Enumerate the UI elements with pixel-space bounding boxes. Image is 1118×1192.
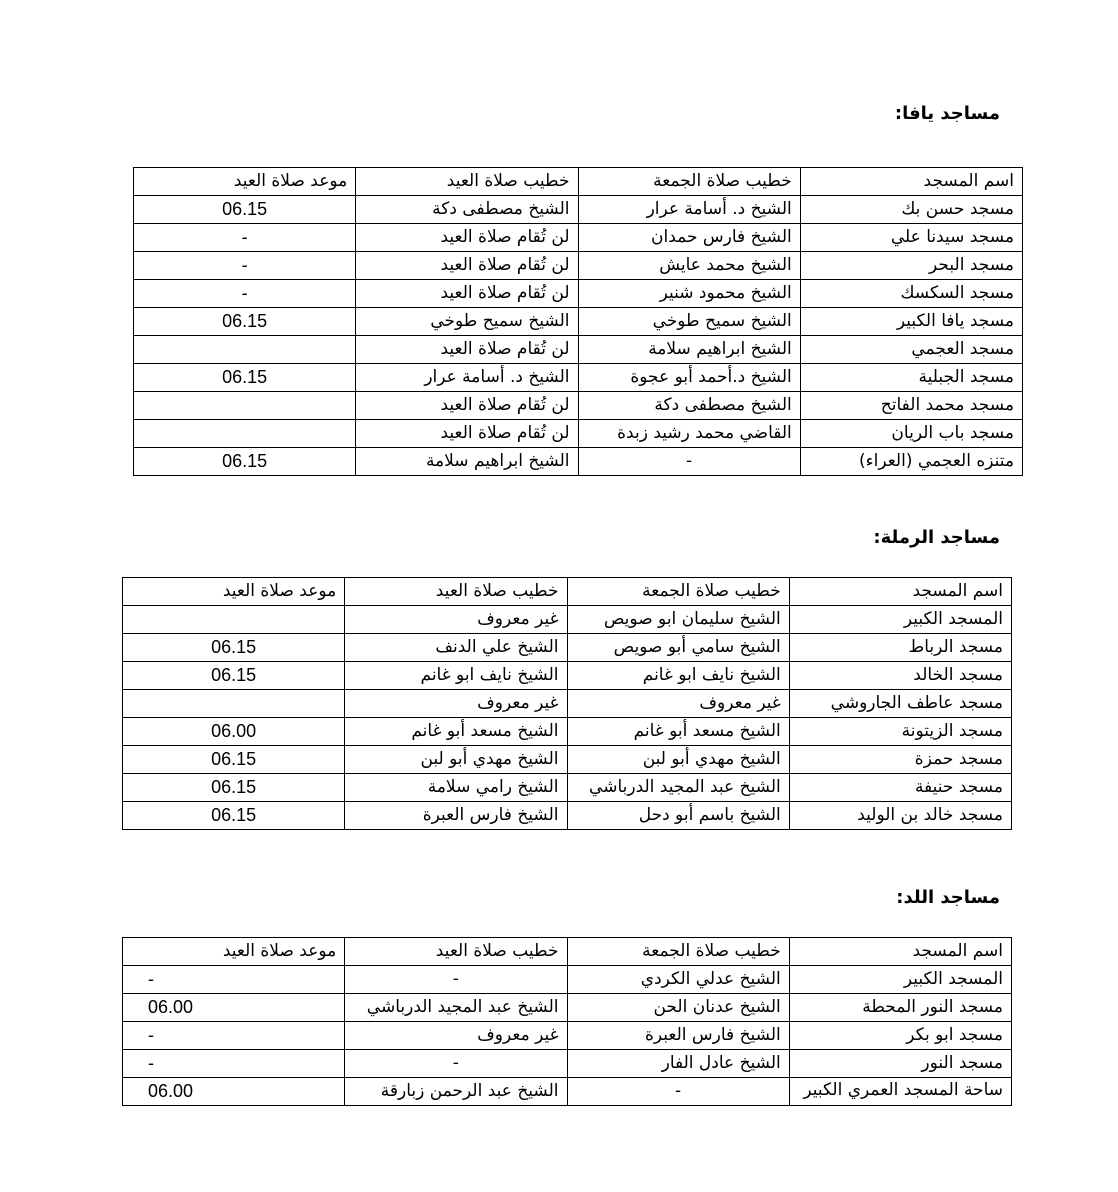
table-row — [134, 280, 1023, 308]
table-row — [123, 746, 1012, 774]
header-eid-preacher: خطيب صلاة العيد — [345, 578, 567, 606]
friday-preacher: الشيخ ابراهيم سلامة — [578, 336, 800, 364]
table-row — [123, 774, 1012, 802]
friday-preacher: الشيخ نايف ابو غانم — [567, 662, 789, 690]
mosque-name: ساحة المسجد العمري الكبير — [789, 1078, 1011, 1106]
mosque-name: مسجد النور — [789, 1050, 1011, 1078]
eid-time — [123, 606, 345, 634]
mosque-name: المسجد الكبير — [789, 606, 1011, 634]
eid-time: 06.15 — [123, 662, 345, 690]
table-row — [134, 448, 1023, 476]
friday-preacher: الشيخ مسعد أبو غانم — [567, 718, 789, 746]
table-row — [134, 252, 1023, 280]
eid-time: - — [123, 966, 345, 994]
table-row — [123, 966, 1012, 994]
eid-preacher: الشيخ مصطفى دكة — [356, 196, 578, 224]
eid-preacher: الشيخ د. أسامة عرار — [356, 364, 578, 392]
mosque-name: مسجد النور المحطة — [789, 994, 1011, 1022]
eid-time — [134, 336, 356, 364]
header-mosque-name: اسم المسجد — [789, 938, 1011, 966]
header-mosque-name: اسم المسجد — [789, 578, 1011, 606]
mosque-name: مسجد ابو بكر — [789, 1022, 1011, 1050]
friday-preacher: الشيخ مصطفى دكة — [578, 392, 800, 420]
table-jaffa — [133, 167, 1023, 476]
friday-preacher: الشيخ فارس العبرة — [567, 1022, 789, 1050]
table-header-row — [123, 578, 1012, 606]
mosque-name: مسجد يافا الكبير — [800, 308, 1022, 336]
eid-time: - — [123, 1022, 345, 1050]
friday-preacher: الشيخ عدنان الحن — [567, 994, 789, 1022]
eid-time — [134, 420, 356, 448]
header-friday-preacher: خطيب صلاة الجمعة — [567, 578, 789, 606]
eid-preacher: الشيخ مهدي أبو لبن — [345, 746, 567, 774]
section-heading-jaffa: مساجد يافا: — [894, 103, 1000, 124]
eid-time: 06.15 — [123, 774, 345, 802]
mosque-name: مسجد محمد الفاتح — [800, 392, 1022, 420]
eid-preacher: الشيخ سميح طوخي — [356, 308, 578, 336]
header-friday-preacher: خطيب صلاة الجمعة — [578, 168, 800, 196]
table-lod — [122, 937, 1012, 1106]
eid-preacher: لن تُقام صلاة العيد — [356, 336, 578, 364]
table-row — [134, 420, 1023, 448]
eid-time: 06.15 — [123, 634, 345, 662]
eid-time: - — [134, 252, 356, 280]
mosque-name: مسجد حسن بك — [800, 196, 1022, 224]
friday-preacher: الشيخ د.أحمد أبو عجوة — [578, 364, 800, 392]
eid-preacher: - — [345, 966, 567, 994]
mosque-name: مسجد الزيتونة — [789, 718, 1011, 746]
eid-preacher: لن تُقام صلاة العيد — [356, 224, 578, 252]
mosque-name: متنزه العجمي (العراء) — [800, 448, 1022, 476]
table-row — [134, 336, 1023, 364]
eid-time: 06.00 — [123, 718, 345, 746]
mosque-name: مسجد الخالد — [789, 662, 1011, 690]
mosque-name: مسجد العجمي — [800, 336, 1022, 364]
table-header-row — [134, 168, 1023, 196]
mosque-name: مسجد خالد بن الوليد — [789, 802, 1011, 830]
friday-preacher: الشيخ مهدي أبو لبن — [567, 746, 789, 774]
friday-preacher: الشيخ باسم أبو دحل — [567, 802, 789, 830]
mosque-name: مسجد حنيفة — [789, 774, 1011, 802]
header-eid-time: موعد صلاة العيد — [123, 578, 345, 606]
mosque-name: مسجد عاطف الجاروشي — [789, 690, 1011, 718]
table-header-row — [123, 938, 1012, 966]
eid-time: - — [123, 1050, 345, 1078]
eid-time: - — [134, 280, 356, 308]
eid-preacher: الشيخ عبد الرحمن زبارقة — [345, 1078, 567, 1106]
eid-preacher: غير معروف — [345, 690, 567, 718]
eid-preacher: الشيخ علي الدنف — [345, 634, 567, 662]
eid-preacher: غير معروف — [345, 606, 567, 634]
eid-time — [123, 690, 345, 718]
friday-preacher: الشيخ محمد عايش — [578, 252, 800, 280]
mosque-name: مسجد سيدنا علي — [800, 224, 1022, 252]
header-eid-time: موعد صلاة العيد — [134, 168, 356, 196]
mosque-name: مسجد باب الريان — [800, 420, 1022, 448]
table-row — [123, 1050, 1012, 1078]
eid-preacher: الشيخ فارس العبرة — [345, 802, 567, 830]
eid-time: 06.15 — [123, 802, 345, 830]
mosque-name: مسجد السكسك — [800, 280, 1022, 308]
eid-time — [134, 392, 356, 420]
mosque-name: مسجد الجبلية — [800, 364, 1022, 392]
eid-preacher: الشيخ رامي سلامة — [345, 774, 567, 802]
table-row — [123, 690, 1012, 718]
eid-preacher: لن تُقام صلاة العيد — [356, 252, 578, 280]
table-row — [134, 364, 1023, 392]
friday-preacher: الشيخ عدلي الكردي — [567, 966, 789, 994]
header-friday-preacher: خطيب صلاة الجمعة — [567, 938, 789, 966]
friday-preacher: - — [578, 448, 800, 476]
mosque-name: مسجد البحر — [800, 252, 1022, 280]
mosque-name: المسجد الكبير — [789, 966, 1011, 994]
mosque-name: مسجد حمزة — [789, 746, 1011, 774]
friday-preacher: الشيخ عادل الفار — [567, 1050, 789, 1078]
table-row — [134, 392, 1023, 420]
header-eid-preacher: خطيب صلاة العيد — [345, 938, 567, 966]
table-ramla — [122, 577, 1012, 830]
eid-time: 06.15 — [134, 308, 356, 336]
eid-preacher: الشيخ ابراهيم سلامة — [356, 448, 578, 476]
eid-preacher: لن تُقام صلاة العيد — [356, 420, 578, 448]
header-eid-preacher: خطيب صلاة العيد — [356, 168, 578, 196]
eid-preacher: الشيخ نايف ابو غانم — [345, 662, 567, 690]
section-heading-lod: مساجد اللد: — [896, 887, 1000, 908]
eid-time: 06.15 — [123, 746, 345, 774]
header-eid-time: موعد صلاة العيد — [123, 938, 345, 966]
table-row — [123, 1022, 1012, 1050]
eid-time: 06.00 — [123, 994, 345, 1022]
friday-preacher: غير معروف — [567, 690, 789, 718]
eid-time: 06.15 — [134, 448, 356, 476]
table-row — [134, 224, 1023, 252]
table-row — [123, 718, 1012, 746]
friday-preacher: الشيخ فارس حمدان — [578, 224, 800, 252]
friday-preacher: الشيخ د. أسامة عرار — [578, 196, 800, 224]
friday-preacher: الشيخ سميح طوخي — [578, 308, 800, 336]
friday-preacher: الشيخ محمود شنير — [578, 280, 800, 308]
eid-preacher: غير معروف — [345, 1022, 567, 1050]
eid-preacher: لن تُقام صلاة العيد — [356, 280, 578, 308]
eid-preacher: الشيخ عبد المجيد الدرباشي — [345, 994, 567, 1022]
header-mosque-name: اسم المسجد — [800, 168, 1022, 196]
eid-time: 06.15 — [134, 364, 356, 392]
table-row — [123, 802, 1012, 830]
eid-time: - — [134, 224, 356, 252]
eid-preacher: - — [345, 1050, 567, 1078]
table-row — [123, 606, 1012, 634]
friday-preacher: الشيخ سليمان ابو صويص — [567, 606, 789, 634]
table-row — [134, 196, 1023, 224]
mosque-name: مسجد الرباط — [789, 634, 1011, 662]
eid-preacher: الشيخ مسعد أبو غانم — [345, 718, 567, 746]
section-heading-ramla: مساجد الرملة: — [873, 527, 1000, 548]
table-row — [123, 1078, 1012, 1106]
eid-time: 06.15 — [134, 196, 356, 224]
table-row — [123, 634, 1012, 662]
friday-preacher: الشيخ عبد المجيد الدرباشي — [567, 774, 789, 802]
table-row — [123, 994, 1012, 1022]
eid-preacher: لن تُقام صلاة العيد — [356, 392, 578, 420]
friday-preacher: الشيخ سامي أبو صويص — [567, 634, 789, 662]
table-row — [134, 308, 1023, 336]
table-row — [123, 662, 1012, 690]
friday-preacher: القاضي محمد رشيد زبدة — [578, 420, 800, 448]
friday-preacher: - — [567, 1078, 789, 1106]
eid-time: 06.00 — [123, 1078, 345, 1106]
